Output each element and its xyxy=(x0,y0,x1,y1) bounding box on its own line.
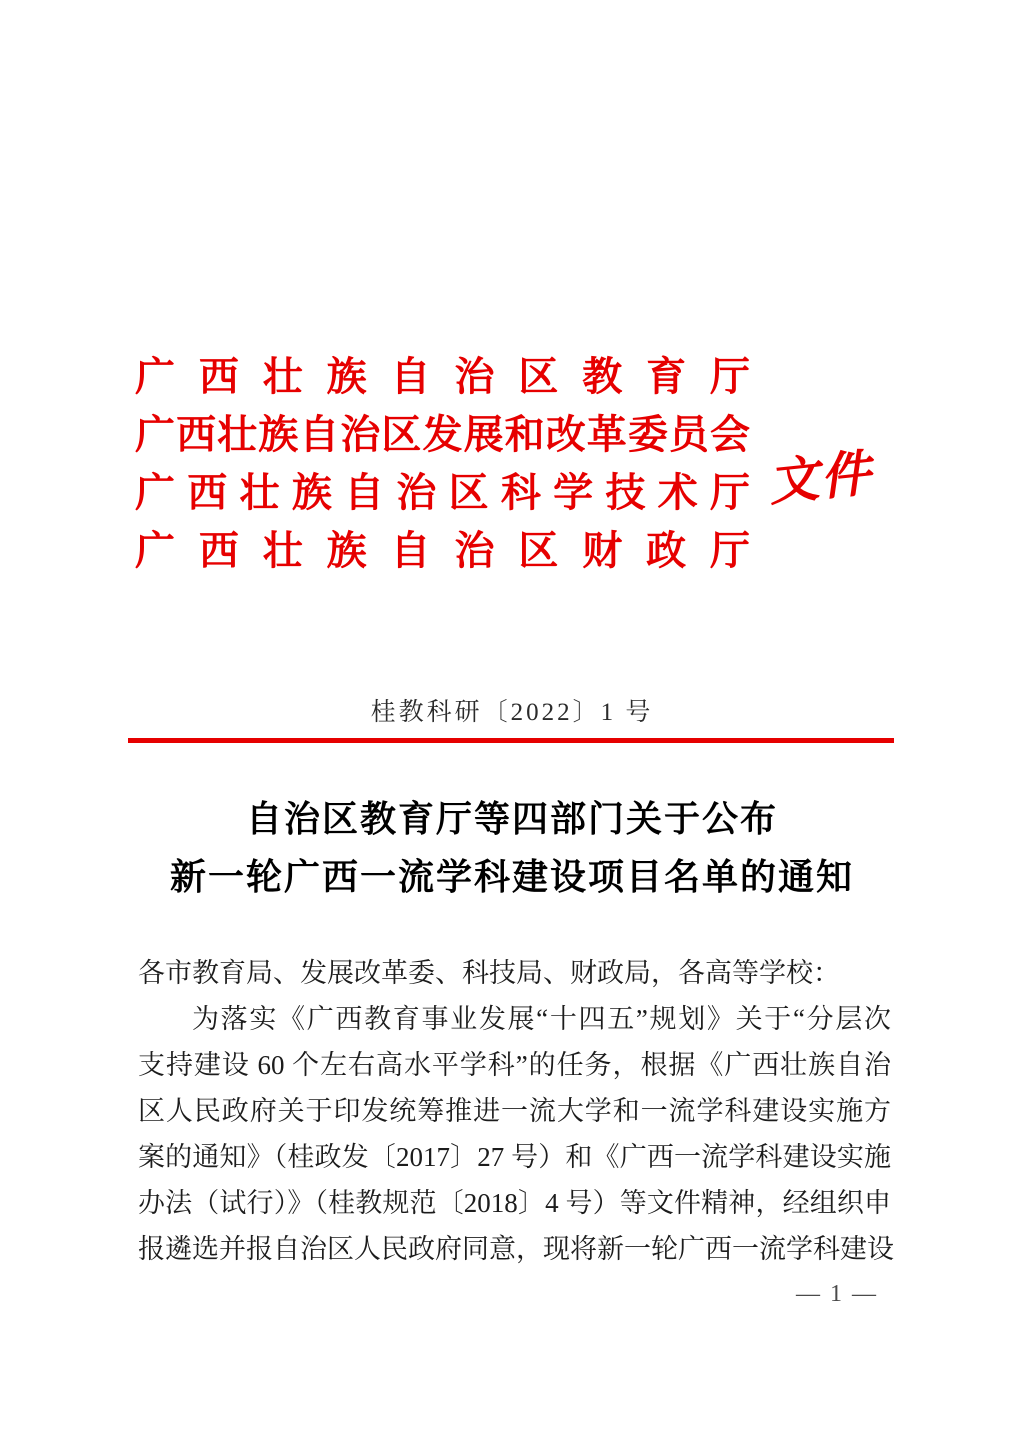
red-separator-rule xyxy=(128,738,894,743)
body-line: 区人民政府关于印发统筹推进一流大学和一流学科建设实施方 xyxy=(138,1096,891,1126)
body-salutation: 各市教育局、发展改革委、科技局、财政局，各高等学校： xyxy=(138,958,840,988)
document-number: 桂教科研〔2022〕1 号 xyxy=(370,699,654,726)
body-line: 案的通知》（桂政发〔2017〕27 号）和《广西一流学科建设实施 xyxy=(138,1142,891,1172)
agency-line-development-reform-commission: 广西壮族自治区发展和改革委员会 xyxy=(135,412,750,457)
document-body xyxy=(138,950,894,1272)
body-line: 支持建设 60 个左右高水平学科”的任务，根据《广西壮族自治 xyxy=(138,1050,891,1080)
document-title-line-2: 新一轮广西一流学科建设项目名单的通知 xyxy=(169,857,854,897)
agency-line-finance-dept: 广西壮族自治区财政厅 xyxy=(135,528,750,573)
body-line: 报遴选并报自治区人民政府同意，现将新一轮广西一流学科建设 xyxy=(138,1234,894,1264)
letterhead-document-label: 文件 xyxy=(765,444,876,512)
agency-line-education-dept: 广西壮族自治区教育厅 xyxy=(135,354,750,399)
body-line: 办法（试行）》（桂教规范〔2018〕4 号）等文件精神，经组织申 xyxy=(138,1188,891,1218)
letterhead-agencies xyxy=(135,348,750,580)
document-title-line-1: 自治区教育厅等四部门关于公布 xyxy=(245,799,778,839)
document-title xyxy=(0,790,1024,906)
agency-line-science-technology-dept: 广西壮族自治区科学技术厅 xyxy=(135,470,750,515)
body-line: 为落实《广西教育事业发展“十四五”规划》关于“分层次 xyxy=(192,1004,891,1034)
page-number: — 1 — xyxy=(796,1281,878,1307)
